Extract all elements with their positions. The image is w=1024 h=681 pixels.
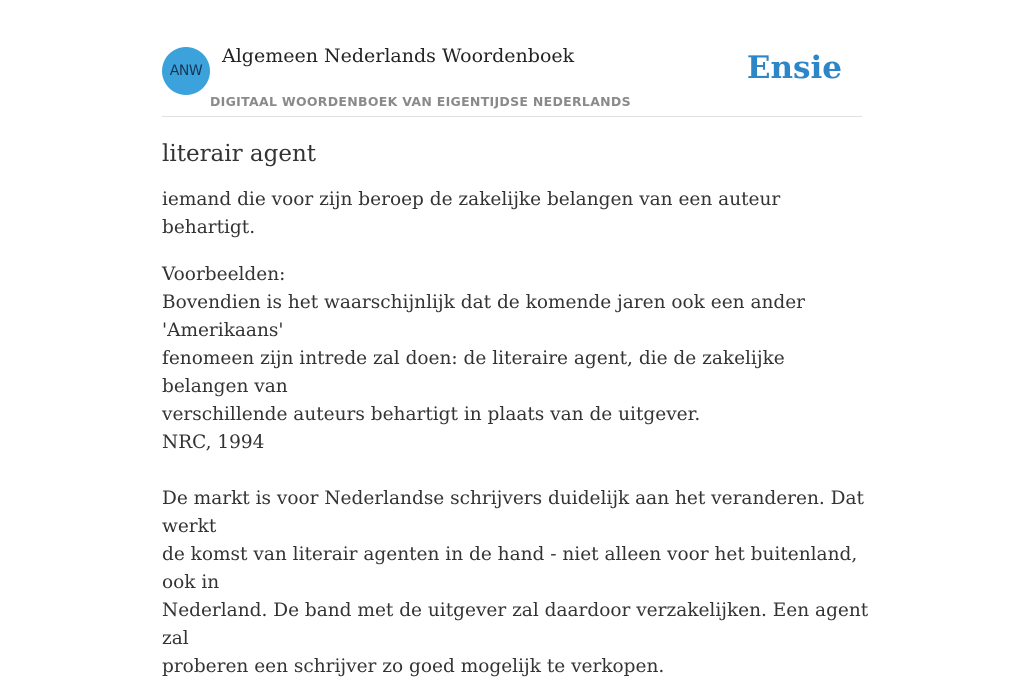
example-line: de komst van literair agenten in de hand - niet alleen voor het buitenland, ook in (162, 544, 858, 593)
anw-logo[interactable] (162, 47, 210, 95)
example-line: proberen een schrijver zo goed mogelijk te verkopen. (162, 656, 665, 677)
example-line: Nederland. De band met de uitgever zal daardoor verzakelijken. Een agent zal (162, 600, 869, 649)
ensie-brand-logo[interactable]: Ensie (746, 50, 842, 86)
entry-content (162, 136, 872, 681)
site-header (162, 0, 862, 117)
examples-label: Voorbeelden: (162, 264, 286, 285)
entry-term: literair agent (162, 141, 317, 167)
example-spacer (162, 457, 872, 485)
example-line: Bovendien is het waarschijnlijk dat de komende jaren ook een ander 'Amerikaans' (162, 292, 806, 341)
site-title[interactable]: Algemeen Nederlands Woordenboek (222, 45, 575, 67)
example-line: De markt is voor Nederlandse schrijvers duidelijk aan het veranderen. Dat werkt (162, 488, 864, 537)
example-line: verschillende auteurs behartigt in plaats van de uitgever. (162, 404, 701, 425)
example-line: fenomeen zijn intrede zal doen: de literaire agent, die de zakelijke belangen van (162, 348, 785, 397)
example-source: NRC, 1994 (162, 432, 265, 453)
logo-text: ANW (169, 63, 203, 79)
entry-definition: iemand die voor zijn beroep de zakelijke belangen van een auteur behartigt. (162, 189, 781, 238)
site-subtitle: DIGITAAL WOORDENBOEK VAN EIGENTIJDSE NEDERLANDS (210, 94, 631, 109)
examples-section (162, 261, 872, 681)
